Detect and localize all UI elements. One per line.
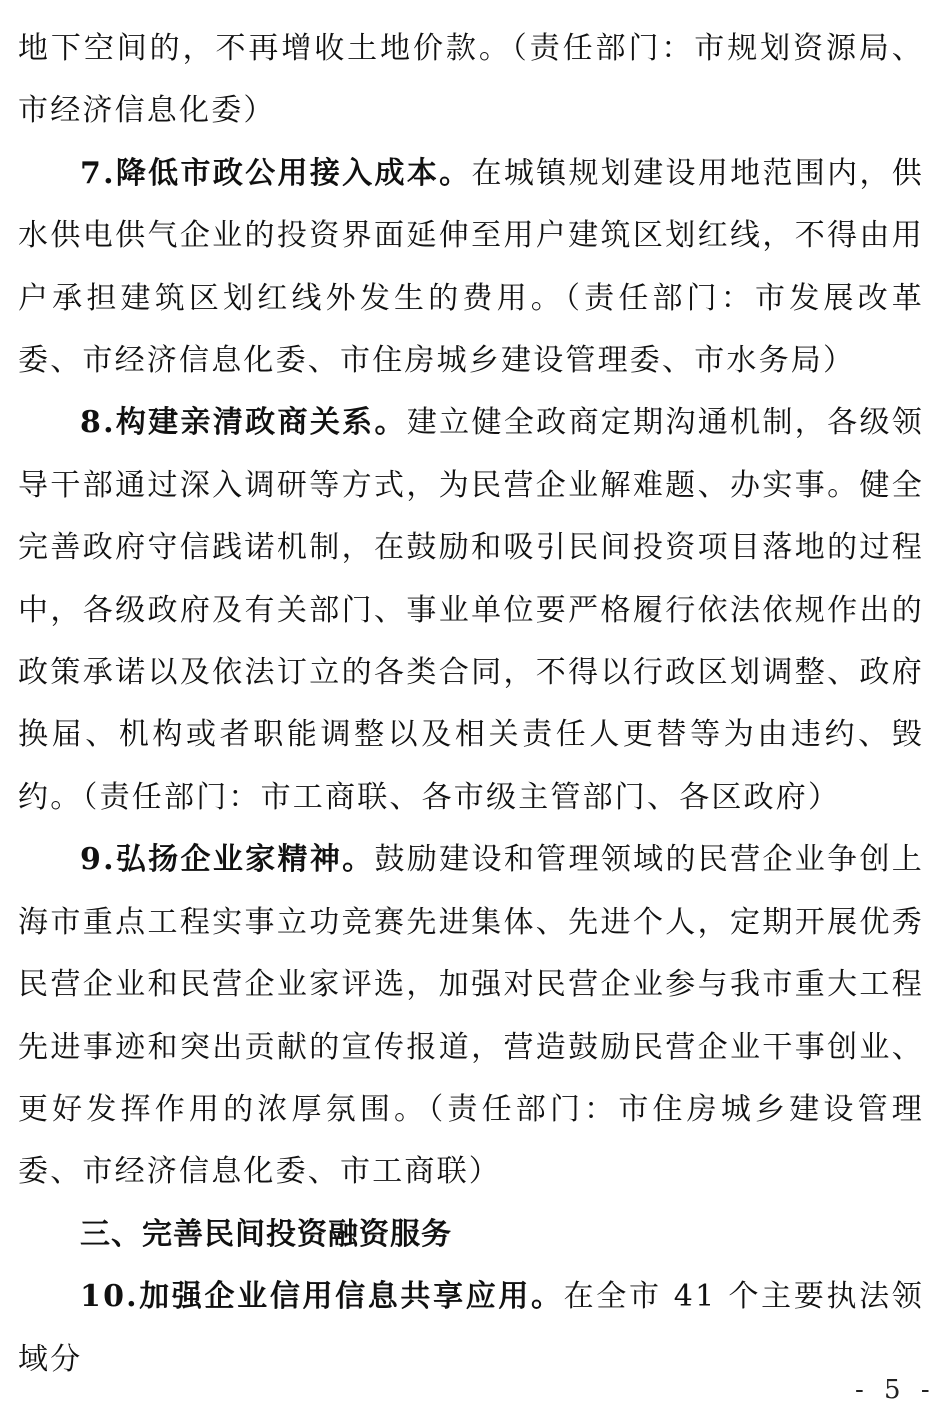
paragraph-lead: 8.构建亲清政商关系。 [80,405,407,441]
paragraph-lead: 7.降低市政公用接入成本。 [80,155,472,191]
paragraph-text: 建立健全政商定期沟通机制，各级领导干部通过深入调研等方式，为民营企业解难题、办实事。健全完善政府守信践诺机制，在鼓励和吸引民间投资项目落地的过程中，各级政府及有关部门、事业单位要严格履行依法依规作出的政策承诺以及依法订立的各类合同，不得以行政区划调整、政府换届、机构或者职能调整以及相关责任人更替等为由违约、毁约。（责任部门：市工商联、各市级主管部门、各区政府） [18,405,924,815]
paragraph-text: 在全市 41 个主要执法领域分 [18,1279,924,1377]
section-heading: 三、完善民间投资融资服务 [80,1216,452,1252]
paragraph-lead: 9.弘扬企业家精神。 [80,842,375,878]
paragraph-text: 鼓励建设和管理领域的民营企业争创上海市重点工程实事立功竞赛先进集体、先进个人，定期开展优秀民营企业和民营企业家评选，加强对民营企业参与我市重大工程先进事迹和突出贡献的宣传报道，营造鼓励民营企业干事创业、更好发挥作用的浓厚氛围。（责任部门：市住房城乡建设管理委、市经济信息化委、市工商联） [18,842,924,1190]
paragraph-item-9 [18,829,924,1203]
paragraph-text: 地下空间的，不再增收土地价款。（责任部门：市规划资源局、市经济信息化委） [18,31,924,129]
paragraph-item-8 [18,392,924,829]
paragraph-lead: 10.加强企业信用信息共享应用。 [80,1279,564,1315]
paragraph-text: 在城镇规划建设用地范围内，供水供电供气企业的投资界面延伸至用户建筑区划红线，不得由用户承担建筑区划红线外发生的费用。（责任部门：市发展改革委、市经济信息化委、市住房城乡建设管理委、市水务局） [18,155,924,379]
page-number: - 5 - [855,1375,936,1405]
document-body [18,18,924,1391]
paragraph-item-10 [18,1266,924,1391]
paragraph-continuation [18,18,924,143]
paragraph-item-7 [18,143,924,393]
